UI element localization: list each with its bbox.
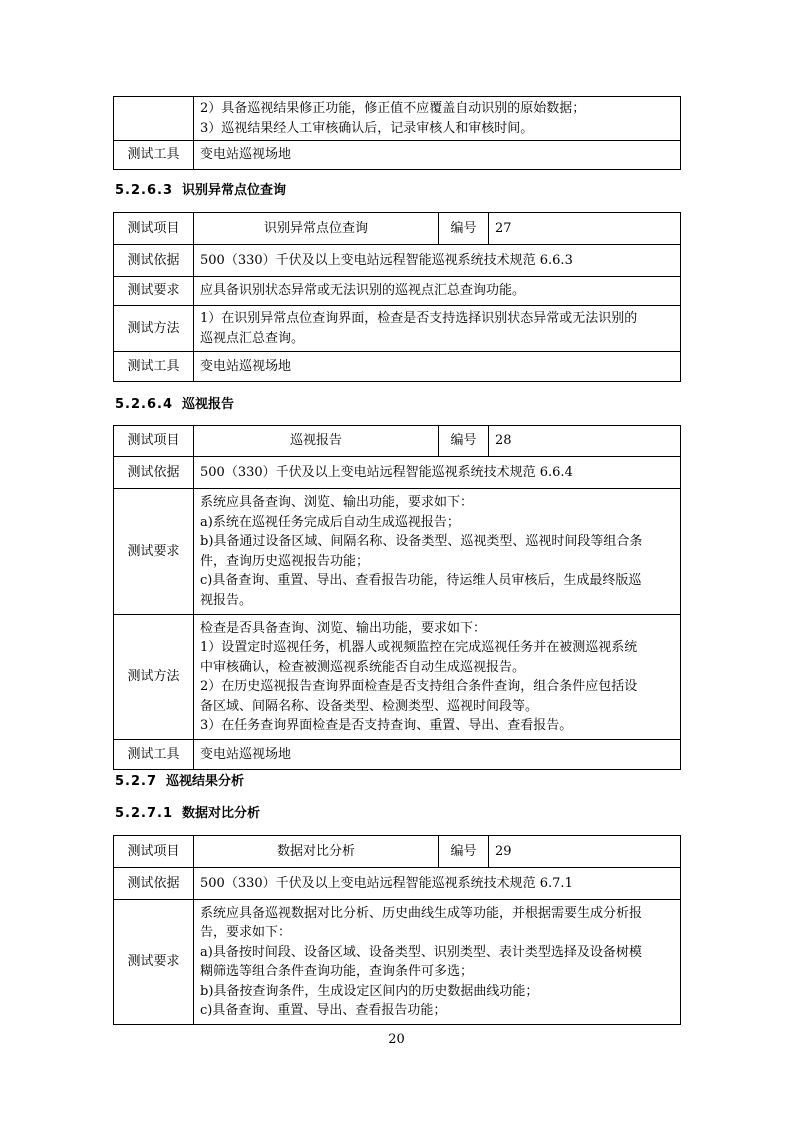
text-line: 备区域、间隔名称、设备类型、检测类型、巡视时间段等。	[200, 698, 539, 714]
requirement-value	[194, 900, 681, 1025]
method-value	[194, 306, 681, 352]
empty-label-cell	[114, 97, 194, 141]
item-label: 测试项目	[114, 426, 194, 457]
section-title: 识别异常点位查询	[182, 183, 287, 198]
text-line: c)具备查询、重置、导出、查看报告功能，待运维人员审核后，生成最终版巡	[200, 573, 642, 588]
method-value	[194, 615, 681, 740]
item-label: 测试项目	[114, 836, 194, 868]
requirement-label: 测试要求	[114, 277, 194, 306]
section-title: 数据对比分析	[182, 806, 261, 821]
text-line: 3）在任务查询界面检查是否支持查询、重置、导出、查看报告。	[200, 718, 573, 733]
requirement-label: 测试要求	[114, 489, 194, 615]
tool-label: 测试工具	[114, 352, 194, 382]
text-line: 糊筛选等组合条件查询功能，查询条件可多选；	[200, 964, 474, 979]
number-label: 编号	[439, 426, 489, 457]
item-label: 测试项目	[114, 213, 194, 245]
tool-label: 测试工具	[114, 740, 194, 770]
basis-value: 500（330）千伏及以上变电站远程智能巡视系统技术规范 6.6.3	[194, 245, 681, 277]
section-heading-5264	[115, 396, 234, 414]
number-label: 编号	[439, 836, 489, 868]
basis-label: 测试依据	[114, 245, 194, 277]
test-table-27	[113, 212, 681, 382]
requirement-value: 应具备识别状态异常或无法识别的巡视点汇总查询功能。	[194, 277, 681, 306]
section-number: 5.2.6.4	[115, 397, 173, 412]
tool-value: 变电站巡视场地	[194, 352, 681, 382]
item-value: 数据对比分析	[194, 836, 439, 868]
text-line: a)系统在巡视任务完成后自动生成巡视报告；	[200, 514, 460, 530]
section-title: 巡视报告	[182, 397, 235, 412]
text-line: b)具备按查询条件，生成设定区间内的历史数据曲线功能；	[200, 983, 539, 999]
section-number: 5.2.7.1	[115, 806, 173, 821]
method-label: 测试方法	[114, 615, 194, 740]
number-label: 编号	[439, 213, 489, 245]
text-line: 告，要求如下：	[200, 925, 292, 940]
section-number: 5.2.6.3	[115, 183, 173, 198]
requirement-cell	[194, 97, 681, 141]
section-number: 5.2.7	[115, 774, 158, 789]
continued-test-table	[113, 96, 681, 170]
item-value: 巡视报告	[194, 426, 439, 457]
text-line: a)具备按时间段、设备区域、设备类型、识别类型、表计类型选择及设备树模	[200, 944, 642, 960]
text-line: 3）巡视结果经人工审核确认后，记录审核人和审核时间。	[200, 120, 534, 136]
test-table-28	[113, 425, 681, 770]
basis-label: 测试依据	[114, 868, 194, 900]
number-value: 27	[489, 213, 681, 245]
text-line: b)具备通过设备区域、间隔名称、设备类型、巡视类型、巡视时间段等组合条	[200, 534, 643, 549]
text-line: 件，查询历史巡视报告功能；	[200, 553, 370, 569]
number-value: 29	[489, 836, 681, 868]
section-heading-527	[115, 773, 244, 791]
text-line: 巡视点汇总查询。	[200, 330, 305, 346]
text-line: 中审核确认，检查被测巡视系统能否自动生成巡视报告。	[200, 659, 526, 675]
text-line: 系统应具备巡视数据对比分析、历史曲线生成等功能，并根据需要生成分析报	[200, 905, 643, 921]
test-table-29	[113, 835, 681, 1025]
text-line: 视报告。	[200, 592, 253, 608]
text-line: 1）在识别异常点位查询界面，检查是否支持选择识别状态异常或无法识别的	[200, 311, 638, 326]
text-line: 检查是否具备查询、浏览、输出功能，要求如下：	[200, 620, 487, 636]
tool-value: 变电站巡视场地	[194, 141, 681, 170]
text-line: 2）在历史巡视报告查询界面检查是否支持组合条件查询，组合条件应包括设	[200, 679, 638, 694]
text-line: 系统应具备查询、浏览、输出功能，要求如下：	[200, 495, 474, 510]
text-line: 2）具备巡视结果修正功能，修正值不应覆盖自动识别的原始数据；	[200, 101, 586, 116]
section-title: 巡视结果分析	[166, 774, 245, 789]
method-label: 测试方法	[114, 306, 194, 352]
tool-label: 测试工具	[114, 141, 194, 170]
page-number: 20	[388, 1032, 405, 1047]
basis-value: 500（330）千伏及以上变电站远程智能巡视系统技术规范 6.6.4	[194, 457, 681, 489]
text-line: c)具备查询、重置、导出、查看报告功能；	[200, 1003, 447, 1018]
requirement-value	[194, 489, 681, 615]
requirement-label: 测试要求	[114, 900, 194, 1025]
section-heading-5263	[115, 182, 286, 200]
section-heading-5271	[115, 805, 260, 823]
number-value: 28	[489, 426, 681, 457]
text-line: 1）设置定时巡视任务，机器人或视频监控在完成巡视任务并在被测巡视系统	[200, 640, 638, 655]
basis-label: 测试依据	[114, 457, 194, 489]
item-value: 识别异常点位查询	[194, 213, 439, 245]
tool-value: 变电站巡视场地	[194, 740, 681, 770]
basis-value: 500（330）千伏及以上变电站远程智能巡视系统技术规范 6.7.1	[194, 868, 681, 900]
